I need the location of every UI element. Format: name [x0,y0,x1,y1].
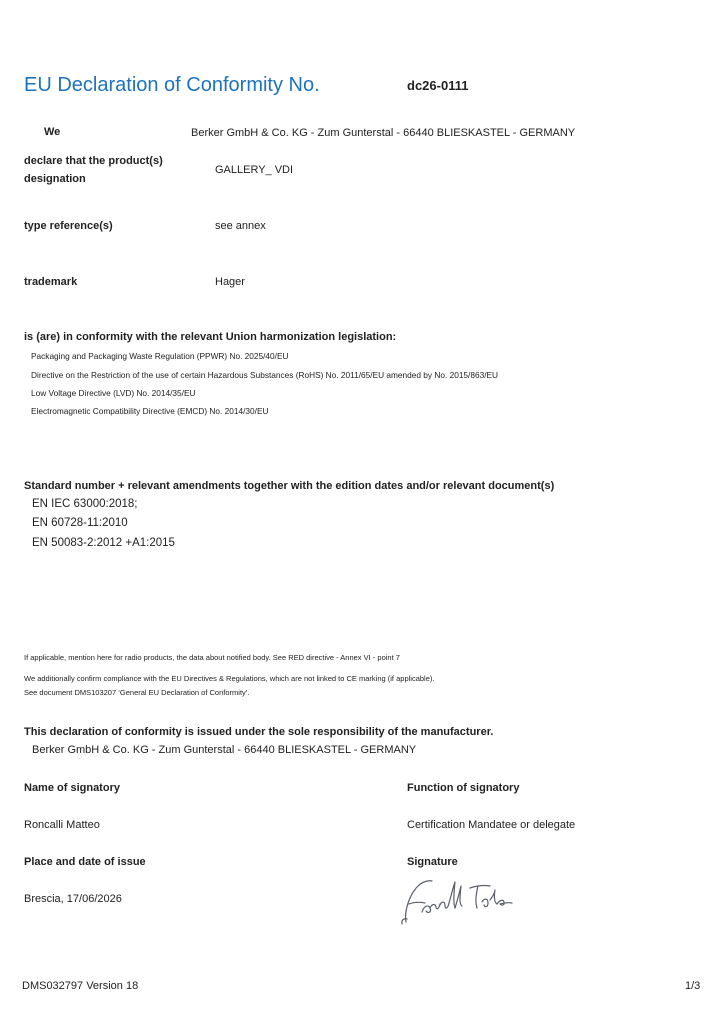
responsibility-heading: This declaration of conformity is issued under the sole responsibility of the manufacturer. [24,726,494,738]
standard-item: EN IEC 63000:2018; [32,498,138,510]
type-reference-value: see annex [215,220,266,232]
legislation-item: Low Voltage Directive (LVD) No. 2014/35/EU [31,388,196,398]
legislation-heading: is (are) in conformity with the relevant Union harmonization legislation: [24,331,397,343]
standards-heading: Standard number + relevant amendments together with the edition dates and/or relevant document(s) [24,480,555,492]
document-title: EU Declaration of Conformity No. [24,74,320,96]
legislation-item: Packaging and Packaging Waste Regulation (PPWR) No. 2025/40/EU [31,351,289,361]
page-number: 1/3 [685,980,701,992]
manufacturer-address: Berker GmbH & Co. KG - Zum Gunterstal - 66440 BLIESKASTEL - GERMANY [32,744,417,756]
type-reference-label: type reference(s) [24,220,113,232]
legislation-item: Directive on the Restriction of the use of certain Hazardous Substances (RoHS) No. 2011/65/EU amended by No. 2015/863/EU [31,370,499,380]
product-designation: GALLERY_ VDI [215,164,294,176]
trademark-value: Hager [215,276,245,288]
place-date-label: Place and date of issue [24,856,146,868]
signatory-function-label: Function of signatory [407,782,520,794]
standard-item: EN 60728-11:2010 [32,517,128,529]
declaration-number: dc26-0111 [407,78,469,93]
signatory-name-label: Name of signatory [24,782,120,794]
legislation-item: Electromagnetic Compatibility Directive (EMCD) No. 2014/30/EU [31,406,269,416]
document-version: DMS032797 Version 18 [22,980,139,992]
product-label-line2: designation [24,173,86,185]
product-label-line1: declare that the product(s) [24,155,163,167]
declarant-label: We [44,126,61,138]
signatory-function: Certification Mandatee or delegate [407,819,576,831]
radio-products-note: If applicable, mention here for radio products, the data about notified body. See RED directive - Annex VI - point 7 [24,653,400,662]
compliance-note-line2: See document DMS103207 ‘General EU Declaration of Conformity’. [24,688,250,697]
trademark-label: trademark [24,276,78,288]
place-date-value: Brescia, 17/06/2026 [24,893,122,905]
handwritten-signature [398,872,528,928]
standard-item: EN 50083-2:2012 +A1:2015 [32,537,175,549]
compliance-note-line1: We additionally confirm compliance with the EU Directives & Regulations, which are not linked to CE marking (if applicable). [24,674,435,683]
signature-label: Signature [407,856,458,868]
signatory-name: Roncalli Matteo [24,819,100,831]
declarant-value: Berker GmbH & Co. KG - Zum Gunterstal - 66440 BLIESKASTEL - GERMANY [191,127,576,139]
